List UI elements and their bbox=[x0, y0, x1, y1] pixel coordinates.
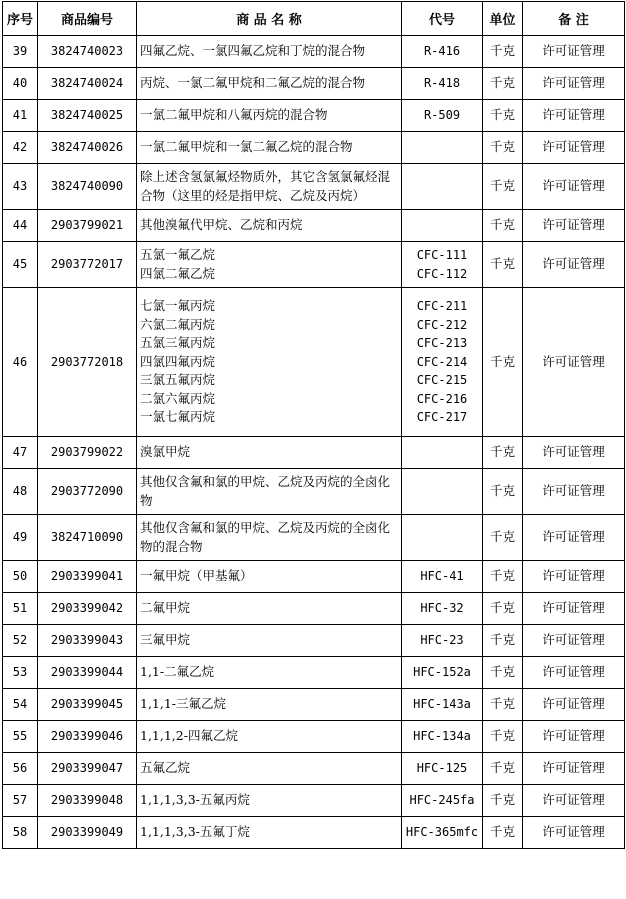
unit-cell: 千克 bbox=[483, 561, 523, 593]
header-designation: 代号 bbox=[402, 2, 483, 36]
serial-number-cell: 43 bbox=[3, 164, 38, 210]
commodity-code-cell: 2903399042 bbox=[38, 593, 137, 625]
unit-cell: 千克 bbox=[483, 625, 523, 657]
designation-cell bbox=[402, 469, 483, 515]
commodity-name-cell bbox=[137, 625, 402, 657]
remarks-cell: 许可证管理 bbox=[523, 132, 625, 164]
commodity-code-cell: 2903399044 bbox=[38, 657, 137, 689]
commodity-code-cell: 2903772017 bbox=[38, 242, 137, 288]
commodity-name-cell bbox=[137, 68, 402, 100]
header-commodity-code: 商品编号 bbox=[38, 2, 137, 36]
designation-cell bbox=[402, 785, 483, 817]
commodity-name-line: 五氯三氟丙烷 bbox=[140, 335, 216, 351]
unit-cell: 千克 bbox=[483, 68, 523, 100]
designation-line: R-509 bbox=[423, 108, 461, 123]
table-row bbox=[3, 689, 625, 721]
commodity-code-cell: 3824740026 bbox=[38, 132, 137, 164]
header-unit: 单位 bbox=[483, 2, 523, 36]
designation-cell bbox=[402, 100, 483, 132]
table-row bbox=[3, 164, 625, 210]
serial-number-cell: 51 bbox=[3, 593, 38, 625]
commodity-name-cell bbox=[137, 164, 402, 210]
commodity-name-cell bbox=[137, 721, 402, 753]
designation-line: HFC-23 bbox=[420, 633, 464, 648]
commodity-name-cell bbox=[137, 593, 402, 625]
designation-line: HFC-125 bbox=[416, 761, 468, 776]
unit-cell: 千克 bbox=[483, 657, 523, 689]
commodity-name-line: 一氟甲烷（甲基氟） bbox=[140, 568, 253, 584]
commodity-code-cell: 3824740023 bbox=[38, 36, 137, 68]
commodity-name-cell bbox=[137, 437, 402, 469]
table-row bbox=[3, 210, 625, 242]
commodity-name-line: 其他仅含氟和氯的甲烷、乙烷及丙烷的全卤化物 bbox=[140, 474, 391, 508]
commodity-code-cell: 3824710090 bbox=[38, 515, 137, 561]
table-body bbox=[3, 36, 625, 849]
commodity-name-line: 五氯一氟乙烷 bbox=[140, 247, 216, 262]
unit-cell: 千克 bbox=[483, 515, 523, 561]
remarks-cell: 许可证管理 bbox=[523, 625, 625, 657]
header-commodity-name: 商 品 名 称 bbox=[137, 2, 402, 36]
commodity-name-line: 四氯二氟乙烷 bbox=[140, 265, 216, 281]
commodity-code-cell: 2903799022 bbox=[38, 437, 137, 469]
commodity-name-line: 溴氯甲烷 bbox=[140, 444, 191, 460]
designation-line: HFC-32 bbox=[420, 601, 464, 616]
commodity-name-line: 1,1,1,3,3-五氟丙烷 bbox=[140, 792, 250, 808]
commodity-code-cell: 2903399045 bbox=[38, 689, 137, 721]
commodity-name-cell bbox=[137, 132, 402, 164]
serial-number-cell: 41 bbox=[3, 100, 38, 132]
commodity-name-cell bbox=[137, 785, 402, 817]
designation-cell bbox=[402, 68, 483, 100]
remarks-cell: 许可证管理 bbox=[523, 36, 625, 68]
commodity-name-cell bbox=[137, 753, 402, 785]
designation-line: CFC-111 bbox=[416, 248, 468, 262]
designation-line: CFC-214 bbox=[416, 354, 468, 369]
designation-cell bbox=[402, 132, 483, 164]
serial-number-cell: 55 bbox=[3, 721, 38, 753]
designation-line: HFC-143a bbox=[413, 697, 471, 712]
header-remarks: 备 注 bbox=[523, 2, 625, 36]
commodity-code-cell: 2903399043 bbox=[38, 625, 137, 657]
commodity-name-line: 三氯五氟丙烷 bbox=[140, 372, 216, 388]
table-row bbox=[3, 242, 625, 288]
unit-cell: 千克 bbox=[483, 288, 523, 437]
commodity-name-line: 一氯二氟甲烷和一氯二氟乙烷的混合物 bbox=[140, 139, 353, 155]
table-row bbox=[3, 753, 625, 785]
commodity-name-line: 1,1,1,2-四氟乙烷 bbox=[140, 728, 238, 744]
commodity-name-line: 二氟甲烷 bbox=[140, 600, 191, 616]
commodity-name-line: 其他溴氟代甲烷、乙烷和丙烷 bbox=[140, 217, 303, 233]
commodity-table bbox=[2, 1, 625, 849]
designation-line: CFC-216 bbox=[416, 391, 468, 406]
commodity-code-cell: 3824740025 bbox=[38, 100, 137, 132]
commodity-code-cell: 2903399049 bbox=[38, 817, 137, 849]
designation-cell bbox=[402, 561, 483, 593]
commodity-name-line: 除上述含氢氯氟烃物质外，其它含氢氯氟烃混合物（这里的烃是指甲烷、乙烷及丙烷） bbox=[140, 169, 391, 203]
serial-number-cell: 52 bbox=[3, 625, 38, 657]
remarks-cell: 许可证管理 bbox=[523, 817, 625, 849]
unit-cell: 千克 bbox=[483, 721, 523, 753]
commodity-name-cell bbox=[137, 689, 402, 721]
serial-number-cell: 56 bbox=[3, 753, 38, 785]
unit-cell: 千克 bbox=[483, 242, 523, 288]
serial-number-cell: 46 bbox=[3, 288, 38, 437]
commodity-name-line: 1,1,1-三氟乙烷 bbox=[140, 696, 227, 712]
serial-number-cell: 48 bbox=[3, 469, 38, 515]
table-row bbox=[3, 515, 625, 561]
remarks-cell: 许可证管理 bbox=[523, 469, 625, 515]
unit-cell: 千克 bbox=[483, 100, 523, 132]
table-row bbox=[3, 469, 625, 515]
serial-number-cell: 40 bbox=[3, 68, 38, 100]
designation-cell bbox=[402, 515, 483, 561]
designation-line: HFC-134a bbox=[413, 729, 471, 744]
commodity-code-cell: 2903399046 bbox=[38, 721, 137, 753]
commodity-name-line: 五氟乙烷 bbox=[140, 760, 191, 776]
commodity-name-line: 1,1,1,3,3-五氟丁烷 bbox=[140, 824, 250, 840]
table-row bbox=[3, 657, 625, 689]
designation-cell bbox=[402, 721, 483, 753]
commodity-name-line: 二氯六氟丙烷 bbox=[140, 390, 216, 406]
commodity-name-line: 一氯七氟丙烷 bbox=[140, 409, 216, 425]
commodity-name-line: 1,1-二氟乙烷 bbox=[140, 664, 215, 680]
remarks-cell: 许可证管理 bbox=[523, 164, 625, 210]
table-row bbox=[3, 785, 625, 817]
commodity-name-line: 其他仅含氟和氯的甲烷、乙烷及丙烷的全卤化物的混合物 bbox=[140, 520, 391, 554]
remarks-cell: 许可证管理 bbox=[523, 210, 625, 242]
serial-number-cell: 42 bbox=[3, 132, 38, 164]
designation-cell bbox=[402, 437, 483, 469]
table-row bbox=[3, 132, 625, 164]
designation-line: HFC-152a bbox=[413, 665, 471, 680]
remarks-cell: 许可证管理 bbox=[523, 288, 625, 437]
designation-line: CFC-217 bbox=[416, 410, 468, 425]
remarks-cell: 许可证管理 bbox=[523, 657, 625, 689]
designation-line: HFC-41 bbox=[420, 569, 464, 584]
serial-number-cell: 58 bbox=[3, 817, 38, 849]
commodity-name-cell bbox=[137, 657, 402, 689]
unit-cell: 千克 bbox=[483, 753, 523, 785]
designation-line: R-416 bbox=[423, 44, 461, 59]
designation-cell bbox=[402, 210, 483, 242]
table-row bbox=[3, 625, 625, 657]
designation-cell bbox=[402, 657, 483, 689]
remarks-cell: 许可证管理 bbox=[523, 753, 625, 785]
commodity-name-cell bbox=[137, 100, 402, 132]
designation-line: CFC-211 bbox=[416, 299, 468, 314]
serial-number-cell: 50 bbox=[3, 561, 38, 593]
remarks-cell: 许可证管理 bbox=[523, 437, 625, 469]
designation-cell bbox=[402, 817, 483, 849]
designation-cell bbox=[402, 625, 483, 657]
table-header bbox=[3, 2, 625, 36]
unit-cell: 千克 bbox=[483, 36, 523, 68]
table-row bbox=[3, 817, 625, 849]
remarks-cell: 许可证管理 bbox=[523, 593, 625, 625]
commodity-code-cell: 3824740024 bbox=[38, 68, 137, 100]
unit-cell: 千克 bbox=[483, 210, 523, 242]
remarks-cell: 许可证管理 bbox=[523, 100, 625, 132]
commodity-code-cell: 2903772090 bbox=[38, 469, 137, 515]
serial-number-cell: 39 bbox=[3, 36, 38, 68]
designation-cell bbox=[402, 242, 483, 288]
remarks-cell: 许可证管理 bbox=[523, 689, 625, 721]
remarks-cell: 许可证管理 bbox=[523, 561, 625, 593]
serial-number-cell: 44 bbox=[3, 210, 38, 242]
commodity-name-cell bbox=[137, 210, 402, 242]
unit-cell: 千克 bbox=[483, 785, 523, 817]
unit-cell: 千克 bbox=[483, 164, 523, 210]
table-row bbox=[3, 561, 625, 593]
serial-number-cell: 45 bbox=[3, 242, 38, 288]
commodity-name-line: 丙烷、一氯二氟甲烷和二氟乙烷的混合物 bbox=[140, 75, 366, 91]
unit-cell: 千克 bbox=[483, 437, 523, 469]
remarks-cell: 许可证管理 bbox=[523, 785, 625, 817]
commodity-name-cell bbox=[137, 561, 402, 593]
designation-cell bbox=[402, 288, 483, 437]
commodity-name-cell bbox=[137, 36, 402, 68]
commodity-name-cell bbox=[137, 242, 402, 288]
table-row bbox=[3, 288, 625, 437]
commodity-name-line: 三氟甲烷 bbox=[140, 632, 191, 648]
remarks-cell: 许可证管理 bbox=[523, 68, 625, 100]
header-row bbox=[3, 2, 625, 36]
designation-line: CFC-112 bbox=[416, 266, 468, 281]
commodity-name-cell bbox=[137, 515, 402, 561]
table-row bbox=[3, 721, 625, 753]
serial-number-cell: 49 bbox=[3, 515, 38, 561]
remarks-cell: 许可证管理 bbox=[523, 721, 625, 753]
commodity-name-line: 六氯二氟丙烷 bbox=[140, 316, 216, 332]
commodity-name-line: 一氯二氟甲烷和八氟丙烷的混合物 bbox=[140, 107, 328, 123]
designation-cell bbox=[402, 36, 483, 68]
remarks-cell: 许可证管理 bbox=[523, 515, 625, 561]
table-row bbox=[3, 593, 625, 625]
table-row bbox=[3, 36, 625, 68]
unit-cell: 千克 bbox=[483, 593, 523, 625]
unit-cell: 千克 bbox=[483, 132, 523, 164]
unit-cell: 千克 bbox=[483, 469, 523, 515]
remarks-cell: 许可证管理 bbox=[523, 242, 625, 288]
commodity-code-cell: 3824740090 bbox=[38, 164, 137, 210]
serial-number-cell: 53 bbox=[3, 657, 38, 689]
designation-line: HFC-365mfc bbox=[405, 825, 479, 840]
serial-number-cell: 57 bbox=[3, 785, 38, 817]
designation-cell bbox=[402, 689, 483, 721]
designation-line: CFC-213 bbox=[416, 336, 468, 351]
serial-number-cell: 47 bbox=[3, 437, 38, 469]
designation-cell bbox=[402, 164, 483, 210]
serial-number-cell: 54 bbox=[3, 689, 38, 721]
commodity-code-cell: 2903399048 bbox=[38, 785, 137, 817]
designation-cell bbox=[402, 753, 483, 785]
commodity-name-line: 四氟乙烷、一氯四氟乙烷和丁烷的混合物 bbox=[140, 43, 366, 59]
designation-cell bbox=[402, 593, 483, 625]
commodity-name-cell bbox=[137, 288, 402, 437]
commodity-name-line: 七氯一氟丙烷 bbox=[140, 298, 216, 314]
commodity-name-cell bbox=[137, 817, 402, 849]
table-row bbox=[3, 100, 625, 132]
designation-line: CFC-215 bbox=[416, 373, 468, 388]
designation-line: HFC-245fa bbox=[409, 793, 475, 808]
table-row bbox=[3, 437, 625, 469]
table-row bbox=[3, 68, 625, 100]
header-serial-number: 序号 bbox=[3, 2, 38, 36]
unit-cell: 千克 bbox=[483, 817, 523, 849]
unit-cell: 千克 bbox=[483, 689, 523, 721]
commodity-name-cell bbox=[137, 469, 402, 515]
commodity-code-cell: 2903399041 bbox=[38, 561, 137, 593]
commodity-code-cell: 2903399047 bbox=[38, 753, 137, 785]
designation-line: CFC-212 bbox=[416, 317, 468, 332]
commodity-code-cell: 2903799021 bbox=[38, 210, 137, 242]
designation-line: R-418 bbox=[423, 76, 461, 91]
commodity-name-line: 四氯四氟丙烷 bbox=[140, 353, 216, 369]
commodity-code-cell: 2903772018 bbox=[38, 288, 137, 437]
